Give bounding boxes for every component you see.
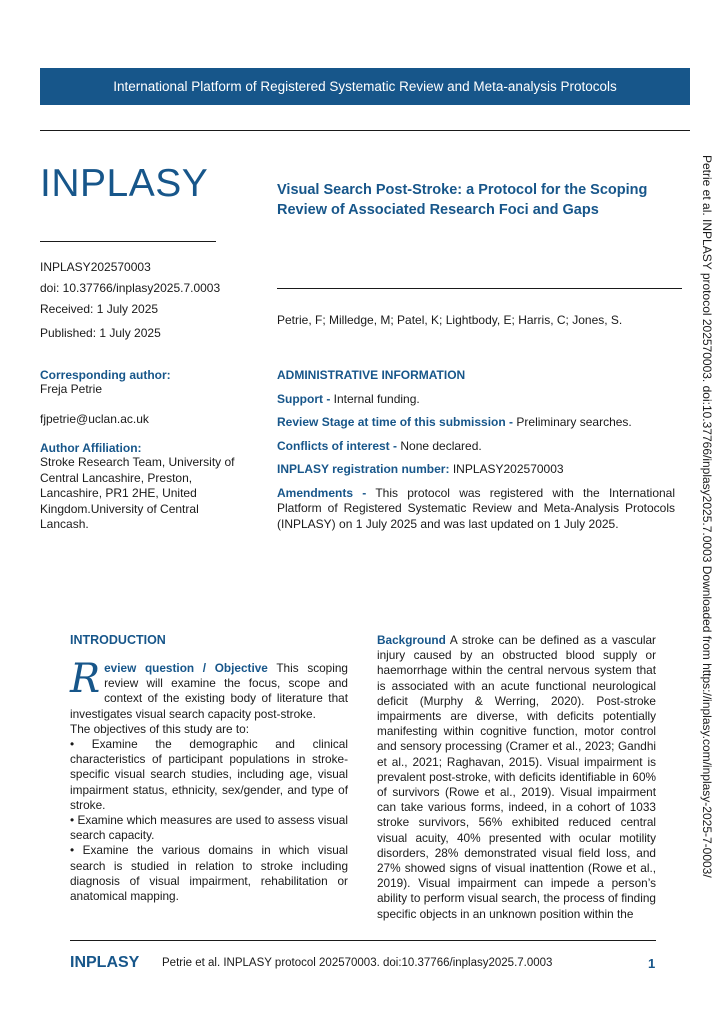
background-paragraph (377, 633, 656, 921)
dropcap-letter: R (70, 656, 101, 702)
admin-heading: ADMINISTRATIVE INFORMATION (277, 368, 466, 382)
affiliation-heading: Author Affiliation: (40, 441, 142, 455)
review-question-text: This scoping review will examine the focus, scope and context of the existing body of literature that investigates visual search capacity post-stroke. (70, 661, 348, 721)
review-question-paragraph (70, 656, 348, 722)
background-text: A stroke can be defined as a vascular injury caused by an obstructed blood supply or haemorrhage within the central nervous system that is associated with an acute functional neurological deficit (Murphy & Werring, 2020). Post-stroke impairments are diverse, with deficits potentially manifesting within cognitive function, motor control and sensory processing (Cramer et al., 2023; Gandhi et al., 2021; Raghavan, 2015). Visual impairment is prevalent post-stroke, with deficits identifiable in 60% of survivors (Rowe et al., 2019). Visual impairment can take various forms, indeed, in a cohort of 1033 stroke survivors, 56% exhibited reduced central visual acuity, 40% presented with ocular motility disorders, 28% demonstrated visual field loss, and 27% showed signs of visual inattention (Rowe et al., 2019). Visual impairment can impede a person’s ability to perform visual search, the process of finding specific objects in an unknown position within the (377, 633, 656, 921)
side-note-text: Petrie et al. INPLASY protocol 202570003. doi:10.37766/inplasy2025.7.0003 Downloaded from https://inplasy.com/inplasy-2025-7-0003/ (700, 155, 714, 878)
paper-title: Visual Search Post-Stroke: a Protocol for the Scoping Review of Associated Research Foci and Gaps (277, 182, 648, 218)
objectives-lead: The objectives of this study are to: (70, 721, 250, 736)
stage-line (277, 415, 675, 431)
objective-bullet-2: • Examine which measures are used to assess visual search capacity. (70, 813, 348, 843)
doi[interactable]: doi: 10.37766/inplasy2025.7.0003 (40, 281, 221, 295)
published-date: Published: 1 July 2025 (40, 326, 161, 340)
header-rule (40, 130, 690, 131)
support-label: Support - (277, 391, 331, 406)
review-question-label: eview question / Objective (104, 661, 268, 675)
stage-label: Review Stage at time of this submission - (277, 415, 514, 429)
authors: Petrie, F; Milledge, M; Patel, K; Lightbody, E; Harris, C; Jones, S. (277, 313, 623, 327)
affiliation-text: Stroke Research Team, University of Central Lancashire, Preston, Lancashire, PR1 2HE, United Kingdom.University of Central Lancash. (40, 455, 235, 531)
corresponding-email[interactable]: fjpetrie@uclan.ac.uk (40, 411, 149, 426)
header-banner: International Platform of Registered Systematic Review and Meta-analysis Protocols (40, 68, 690, 105)
introduction-column (70, 633, 348, 904)
footer-citation: Petrie et al. INPLASY protocol 202570003. doi:10.37766/inplasy2025.7.0003 (162, 957, 553, 969)
corresponding-author-heading: Corresponding author: (40, 368, 171, 382)
stage-value: Preliminary searches. (513, 415, 632, 429)
registration-label: INPLASY registration number: (277, 462, 450, 476)
amendments-line (277, 486, 675, 533)
corresponding-author-name: Freja Petrie (40, 382, 103, 396)
objective-bullet-3: • Examine the various domains in which visual search is studied in relation to stroke including diagnosis of visual impairment, rehabilitation or anatomical mapping. (70, 843, 348, 904)
admin-block (277, 368, 675, 532)
page-number: 1 (648, 956, 656, 971)
support-value: Internal funding. (330, 391, 420, 406)
brand-logo: INPLASY (40, 162, 209, 205)
footer-brand: INPLASY (70, 954, 140, 971)
introduction-heading: INTRODUCTION (70, 633, 166, 647)
correspondence-block (40, 368, 245, 533)
registration-line (277, 462, 675, 478)
amendments-value: This protocol was registered with the International Platform of Registered Systematic Review and Meta-Analysis Protocols (INPLASY) on 1 July 2025 and was last updated on 1 July 2025. (277, 485, 675, 531)
brand-rule (40, 241, 216, 242)
conflicts-line (277, 439, 675, 455)
background-label: Background (377, 633, 446, 647)
conflicts-label: Conflicts of interest - (277, 438, 398, 453)
side-download-note (700, 155, 714, 915)
received-date: Received: 1 July 2025 (40, 302, 159, 316)
inplasy-id: INPLASY202570003 (40, 260, 151, 274)
footer-rule (70, 940, 656, 941)
registration-value: INPLASY202570003 (449, 462, 564, 476)
title-rule (277, 288, 682, 289)
amendments-label: Amendments - (277, 485, 367, 500)
conflicts-value: None declared. (397, 438, 482, 453)
objective-bullet-1: • Examine the demographic and clinical characteristics of participant populations in stroke-specific visual search studies, including age, visual impairment status, ethnicity, sex/gender, and type of stroke. (70, 737, 348, 812)
support-line (277, 392, 675, 408)
